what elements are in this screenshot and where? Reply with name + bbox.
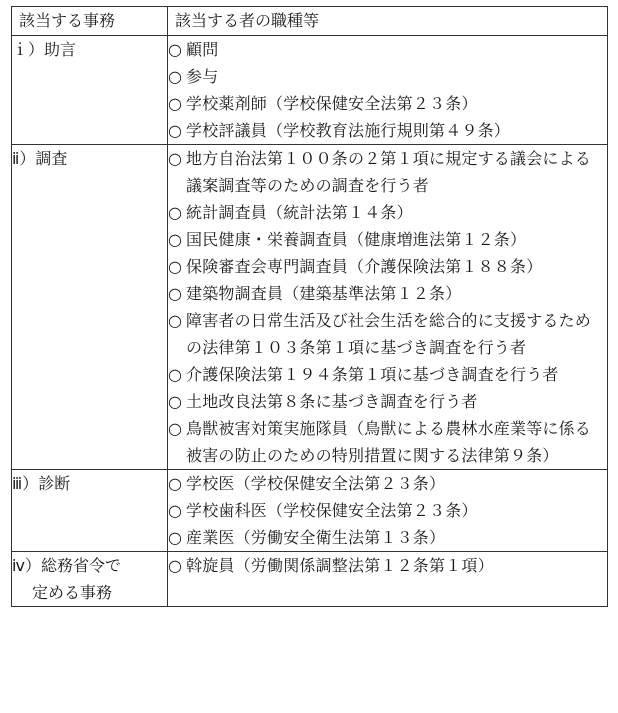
header-occupation: 該当する者の職種等 — [168, 7, 608, 36]
circle-bullet-icon: ○ — [168, 474, 183, 493]
circle-bullet-icon: ○ — [168, 230, 183, 249]
occupation-item — [168, 226, 607, 253]
table-body — [12, 36, 608, 607]
circle-bullet-icon: ○ — [168, 40, 183, 59]
occupation-text: 学校歯科医（学校保健安全法第２３条） — [186, 501, 478, 520]
occupation-cell — [168, 552, 608, 607]
occupation-text: 統計調査員（統計法第１４条） — [186, 203, 413, 222]
circle-bullet-icon: ○ — [168, 311, 183, 330]
occupation-item — [168, 117, 607, 144]
circle-bullet-icon: ○ — [168, 392, 183, 411]
occupation-item — [168, 253, 607, 280]
header-row — [12, 7, 608, 36]
occupation-text: 地方自治法第１００条の２第１項に規定する議会による議案調査等のための調査を行う者 — [186, 149, 592, 195]
occupation-text: 産業医（労働安全衛生法第１３条） — [186, 528, 446, 547]
circle-bullet-icon: ○ — [168, 501, 183, 520]
occupation-text: 介護保険法第１９４条第１項に基づき調査を行う者 — [186, 365, 559, 384]
circle-bullet-icon: ○ — [168, 94, 183, 113]
circle-bullet-icon: ○ — [168, 419, 183, 438]
occupation-text: 障害者の日常生活及び社会生活を総合的に支援するための法律第１０３条第１項に基づき調査を行う者 — [186, 311, 592, 357]
occupation-item — [168, 36, 607, 63]
table-row-advice — [12, 36, 608, 145]
circle-bullet-icon: ○ — [168, 203, 183, 222]
occupation-text: 顧問 — [186, 40, 219, 59]
category-cell — [12, 470, 168, 552]
occupation-item — [168, 199, 607, 226]
occupation-text: 学校薬剤師（学校保健安全法第２３条） — [186, 94, 478, 113]
header-duty: 該当する事務 — [12, 7, 168, 36]
occupation-item — [168, 497, 607, 524]
circle-bullet-icon: ○ — [168, 556, 183, 575]
category-label: 定める事務 — [32, 583, 113, 602]
occupation-item — [168, 470, 607, 497]
occupation-item — [168, 524, 607, 551]
occupation-item — [168, 552, 607, 579]
occupation-item — [168, 90, 607, 117]
occupation-cell — [168, 36, 608, 145]
circle-bullet-icon: ○ — [168, 528, 183, 547]
occupation-text: 学校医（学校保健安全法第２３条） — [186, 474, 446, 493]
occupation-item — [168, 307, 607, 361]
circle-bullet-icon: ○ — [168, 365, 183, 384]
category-label: ⅱ）調査 — [12, 149, 68, 168]
circle-bullet-icon: ○ — [168, 67, 183, 86]
occupation-text: 参与 — [186, 67, 219, 86]
occupation-text: 学校評議員（学校教育法施行規則第４９条） — [186, 121, 511, 140]
category-label: ｉ）助言 — [12, 40, 77, 59]
circle-bullet-icon: ○ — [168, 284, 183, 303]
category-label: ⅳ）総務省令で — [12, 556, 121, 575]
category-cell — [12, 552, 168, 607]
occupation-text: 鳥獣被害対策実施隊員（鳥獣による農林水産業等に係る被害の防止のための特別措置に関する法律第９条） — [186, 419, 592, 465]
occupation-text: 土地改良法第８条に基づき調査を行う者 — [186, 392, 478, 411]
circle-bullet-icon: ○ — [168, 149, 183, 168]
circle-bullet-icon: ○ — [168, 121, 183, 140]
category-cell — [12, 36, 168, 145]
occupation-text: 国民健康・栄養調査員（健康増進法第１２条） — [186, 230, 527, 249]
occupation-text: 建築物調査員（建築基準法第１２条） — [186, 284, 462, 303]
table-row-investigation — [12, 145, 608, 470]
occupation-item — [168, 280, 607, 307]
occupation-text: 斡旋員（労働関係調整法第１２条第１項） — [186, 556, 494, 575]
category-label: ⅲ）診断 — [12, 474, 71, 493]
occupation-item — [168, 63, 607, 90]
occupation-item — [168, 388, 607, 415]
occupation-cell — [168, 470, 608, 552]
occupation-text: 保険審査会専門調査員（介護保険法第１８８条） — [186, 257, 543, 276]
occupation-item — [168, 361, 607, 388]
duty-table — [11, 6, 608, 607]
occupation-cell — [168, 145, 608, 470]
circle-bullet-icon: ○ — [168, 257, 183, 276]
occupation-item — [168, 145, 607, 199]
table-row-diagnosis — [12, 470, 608, 552]
table-row-ministry-ordinance — [12, 552, 608, 607]
occupation-item — [168, 415, 607, 469]
category-cell — [12, 145, 168, 470]
